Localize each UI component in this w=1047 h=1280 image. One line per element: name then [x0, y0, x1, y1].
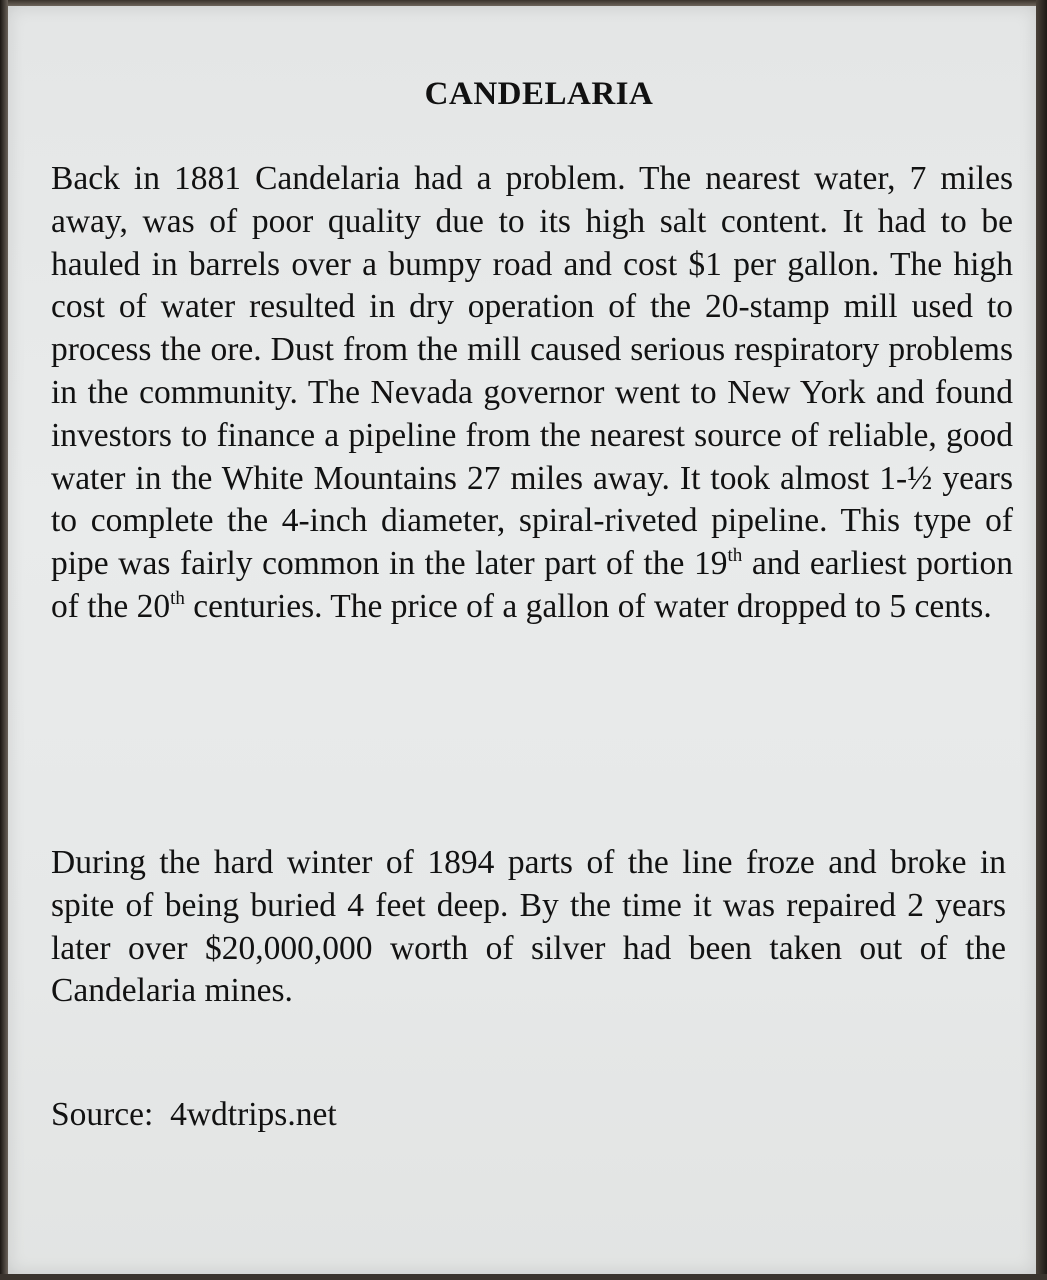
info-sign-panel — [8, 6, 1036, 1274]
history-text-part2: and earliest portion of the 20 — [51, 545, 1013, 625]
frame-right-edge — [1036, 0, 1047, 1280]
history-text-part3: centuries. The price of a gallon of water dropped to 5 cents. — [184, 587, 992, 625]
frame-left-edge — [0, 0, 8, 1280]
source-value: 4wdtrips.net — [170, 1096, 337, 1133]
source-line — [51, 1096, 337, 1134]
source-label: Source: — [51, 1096, 154, 1133]
ordinal-suffix-20th: th — [170, 587, 185, 609]
winter-paragraph: During the hard winter of 1894 parts of the line froze and broke in spite of being buried 4 feet deep. By the time it was repaired 2 years later over $20,000,000 worth of silver had been taken out of the Candelaria mines. — [51, 844, 1006, 1010]
sign-title: CANDELARIA — [424, 76, 654, 112]
ordinal-suffix-19th: th — [727, 545, 743, 567]
frame-bottom-edge — [0, 1274, 1047, 1280]
history-paragraph — [51, 158, 1013, 629]
history-text-part1: Back in 1881 Candelaria had a problem. The nearest water, 7 miles away, was of poor quality due to its high salt content. It had to be hauled in barrels over a bumpy road and cost $1 per gallon. The high cost of water resulted in dry operation of the 20-stamp mill used to process the ore. Dust from the mill caused serious respiratory problems in the community. The Nevada governor went to New York and found investors to finance a pipeline from the nearest source of reliable, good water in the White Mountains 27 miles away. It took almost 1-½ years to complete the 4-inch diameter, spiral-riveted pipeline. This type of pipe was fairly common in the later part of the 19 — [51, 160, 1013, 583]
